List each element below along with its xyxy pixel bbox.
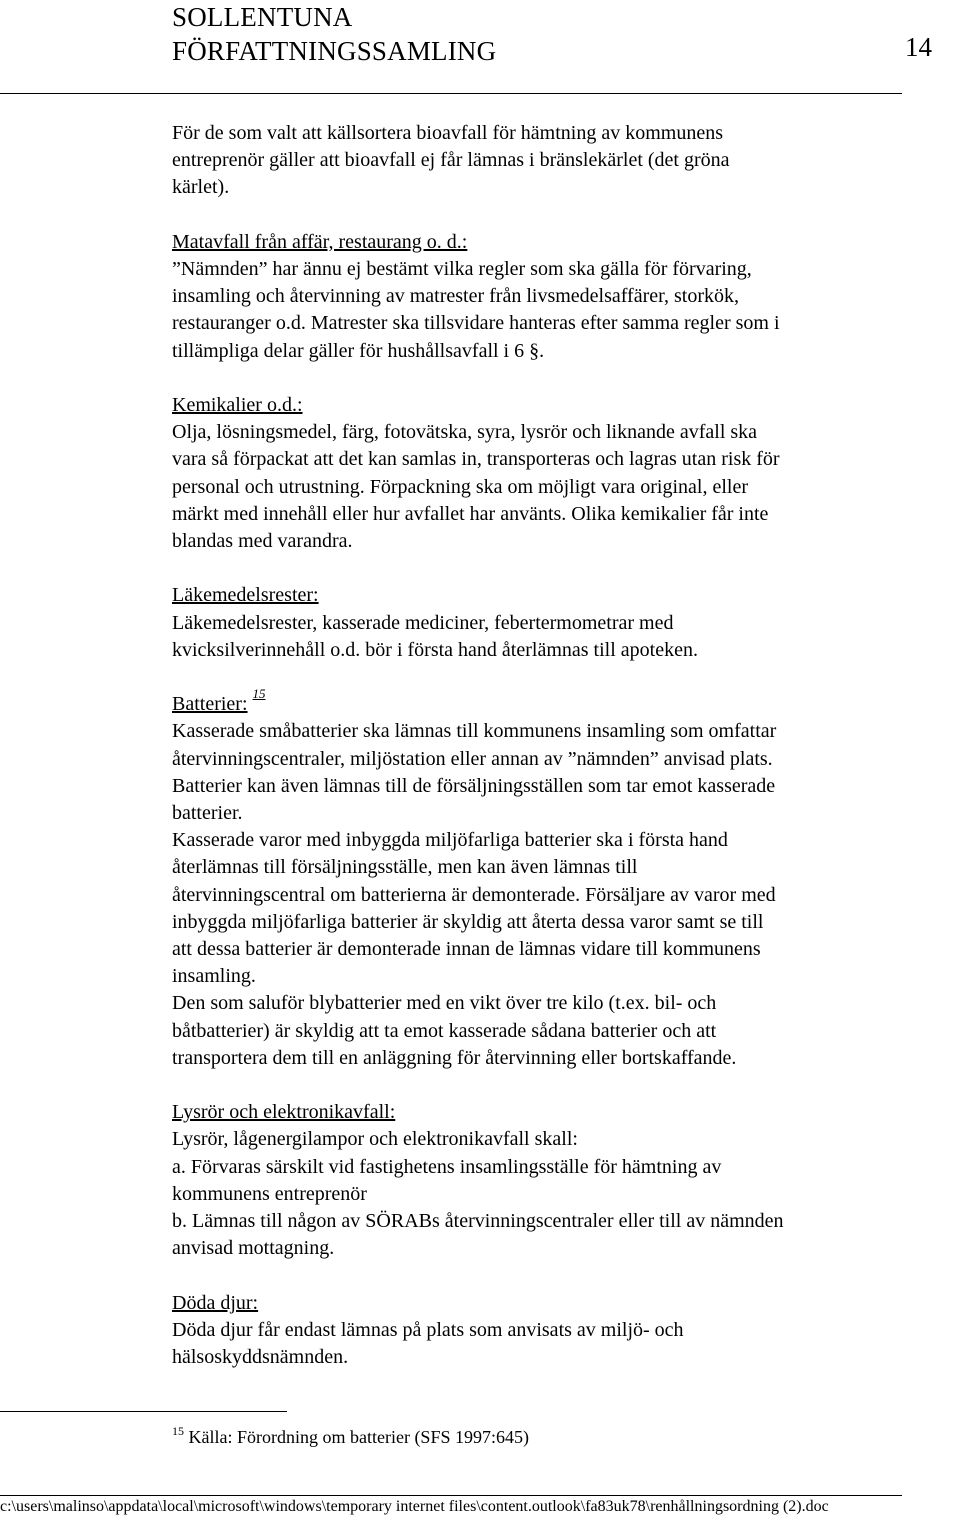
doda-djur-heading: Döda djur: xyxy=(172,1291,259,1314)
batterier-heading: Batterier: xyxy=(172,693,248,716)
batterier-heading-line xyxy=(172,686,917,718)
lakemedel-paragraph: Läkemedelsrester, kasserade mediciner, febertermometrar med kvicksilverinnehåll o.d. bör i första hand återlämnas till apoteken. xyxy=(172,611,698,661)
doda-djur-paragraph: Döda djur får endast lämnas på plats som anvisats av miljö- och hälsoskyddsnämnden. xyxy=(172,1318,684,1369)
publication-title xyxy=(172,0,496,68)
lakemedel-heading: Läkemedelsrester: xyxy=(172,584,319,607)
lysror-paragraph: Lysrör, lågenergilampor och elektronikavfall skall: a. Förvaras särskilt vid fastighetens insamlingsställe för hämtning av kommunens entreprenör b. Lämnas till någon av SÖRABs återvinningscentraler eller till av nämnden anvisad mottagning. xyxy=(172,1128,784,1260)
footnote-number: 15 xyxy=(172,1424,184,1438)
kemikalier-paragraph: Olja, lösningsmedel, färg, fotovätska, syra, lysrör och liknande avfall ska vara så förpackat att det kan samlas in, transporteras och lagras utan risk för personal och utrustning. Förpackning ska om möjligt vara original, eller märkt med innehåll eller hur avfallet har använts. Olika kemikalier får inte blandas med varandra. xyxy=(172,421,780,553)
lysror-heading: Lysrör och elektronikavfall: xyxy=(172,1101,396,1124)
footnote-reference[interactable]: 15 xyxy=(252,686,266,702)
kemikalier-heading: Kemikalier o.d.: xyxy=(172,394,303,416)
matavfall-paragraph: ”Nämnden” har ännu ej bestämt vilka regler som ska gälla för förvaring, insamling och återvinning av matrester från livsmedelsaffärer, storkök, restauranger o.d. Matrester ska tillsvidare hanteras efter samma regler som i tillämpliga delar gäller för hushållsavfall i 6 §. xyxy=(172,258,780,362)
header-divider xyxy=(0,93,902,94)
bioavfall-paragraph: För de som valt att källsortera bioavfall för hämtning av kommunens entreprenör gäller att bioavfall ej får lämnas i bränslekärlet (det gröna kärlet). xyxy=(172,122,730,199)
publication-title-line-2: FÖRFATTNINGSSAMLING xyxy=(172,36,497,66)
batterier-paragraph: Kasserade småbatterier ska lämnas till kommunens insamling som omfattar återvinningscentraler, miljöstation eller annan av ”nämnden” anvisad plats. Batterier kan även lämnas till de försäljningsställen som tar emot kasserade batterier. Kasserade varor med inbyggda miljöfarliga batterier ska i första hand återlämnas till försäljningsställe, men kan även lämnas till återvinningscentral om batterierna är demonterade. Försäljare av varor med inbyggda miljöfarliga batterier är skyldig att återta dessa varor samt se till att dessa batterier är demonterade innan de lämnas vidare till kommunens insamling. Den som saluför blybatterier med en vikt över tre kilo (t.ex. bil- och båtbatterier) är skyldig att ta emot kasserade sådana batterier och att transportera dem till en anläggning för återvinning eller bortskaffande. xyxy=(172,720,777,1069)
document-file-path: c:\users\malinso\appdata\local\microsoft\windows\temporary internet files\content.outlook\fa83uk78\renhållningsordning (2).doc xyxy=(0,1498,829,1515)
footer-divider xyxy=(0,1495,902,1496)
publication-title-line-1: SOLLENTUNA xyxy=(172,2,353,32)
matavfall-heading: Matavfall från affär, restaurang o. d.: xyxy=(172,230,468,253)
footnote-text: Källa: Förordning om batterier (SFS 1997:645) xyxy=(184,1427,529,1447)
footnote xyxy=(172,1425,529,1449)
page-number: 14 xyxy=(905,32,932,62)
footnote-divider xyxy=(0,1411,287,1412)
document-body xyxy=(172,120,917,1371)
